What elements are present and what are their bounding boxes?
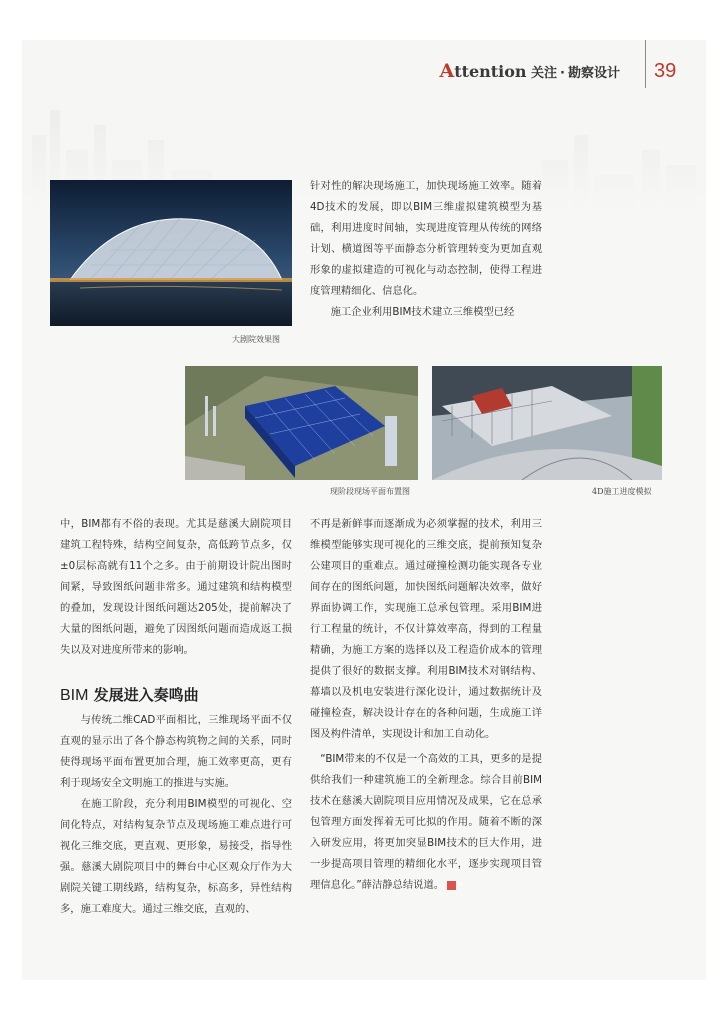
right-paragraph-2: “BIM带来的不仅是一个高效的工具，更多的是提供给我们一种建筑施工的全新理念。综合目前BIM技术在慈溪大剧院项目应用情况及成果，它在总承包管理方面发挥着无可比拟的作用。随着不断的深入研发应用，将更加突显BIM技术的巨大作用，进一步提高项目管理的精细化水平，逐步实现项目管理信息化。”薛洁静总结说道。 bbox=[310, 753, 542, 891]
theatre-caption: 大剧院效果图 bbox=[232, 335, 280, 344]
brand-initial: A bbox=[439, 60, 455, 82]
left-column-lower bbox=[60, 710, 292, 920]
upper-right-paragraph: 针对性的解决现场施工，加快现场施工效率。随着4D技术的发展，即以BIM三维虚拟建筑模型为基础，利用进度时间轴，实现进度管理从传统的网络计划、横道图等平面静态分析管理转变为更加直观形象的虚拟建造的可视化与动态控制，使得工程进度管理精细化、信息化。 bbox=[310, 180, 542, 297]
theatre-rendering-image bbox=[50, 180, 292, 326]
upper-right-paragraph-continued: 施工企业利用BIM技术建立三维模型已经 bbox=[330, 306, 515, 318]
section-label: 关注 bbox=[531, 66, 558, 81]
right-column bbox=[310, 514, 542, 896]
running-header bbox=[439, 60, 620, 82]
4d-simulation-image bbox=[432, 366, 662, 480]
header-separator: · bbox=[560, 66, 565, 81]
left-column-upper bbox=[60, 514, 292, 661]
site-plan-caption: 现阶段现场平面布置图 bbox=[330, 487, 410, 496]
section-heading-text: 发展进入奏鸣曲 bbox=[88, 686, 199, 704]
page-number: 39 bbox=[654, 60, 677, 82]
upper-right-text bbox=[310, 176, 542, 323]
4d-simulation-caption: 4D施工进度模拟 bbox=[592, 487, 652, 496]
left-paragraph-3: 在施工阶段，充分利用BIM模型的可视化、空间化特点，对结构复杂节点及现场施工难点进行可视化三维交底，更直观、更形象，易接受，指导性强。慈溪大剧院项目中的舞台中心区观众厅作为大剧院关键工期线路，结构复杂，标高多，异性结构多，施工难度大。通过三维交底，直观的、 bbox=[60, 798, 292, 915]
right-paragraph-1: 不再是新鲜事而逐渐成为必须掌握的技术，利用三维模型能够实现可视化的三维交底，提前预知复杂公建项目的重难点。通过碰撞检测功能实现各专业间存在的图纸问题，加快图纸问题解决效率，做好界面协调工作，实现施工总承包管理。采用BIM进行工程量的统计，不仅计算效率高，得到的工程量精确，为施工方案的选择以及工程造价成本的管理提供了很好的数据支撑。利用BIM技术对钢结构、幕墙以及机电安装进行深化设计，通过数据统计及碰撞检查，解决设计存在的各种问题，生成施工详图及构件清单，实现设计和加工自动化。 bbox=[310, 518, 542, 740]
end-mark-icon: R bbox=[447, 881, 456, 890]
section-heading-bim: BIM bbox=[60, 687, 89, 704]
left-paragraph-2: 与传统二维CAD平面相比，三维现场平面不仅直观的显示出了各个静态构筑物之间的关系，同时使得现场平面布置更加合理，施工效率更高，更有利于现场安全文明施工的推进与实施。 bbox=[60, 714, 292, 789]
subsection-label: 勘察设计 bbox=[567, 66, 620, 81]
left-paragraph-1: 中，BIM都有不俗的表现。尤其是慈溪大剧院项目建筑工程特殊，结构空间复杂，高低跨节点多，仅±0层标高就有11个之多。由于前期设计院出图时间紧，导致图纸问题非常多。通过建筑和结构模型的叠加，发现设计图纸问题达205处，提前解决了大量的图纸问题，避免了因图纸问题而造成返工损失以及对进度所带来的影响。 bbox=[60, 518, 292, 656]
header-divider bbox=[645, 40, 646, 88]
site-plan-image bbox=[185, 366, 418, 480]
section-heading bbox=[60, 684, 199, 705]
brand-title: ttention bbox=[454, 62, 527, 81]
